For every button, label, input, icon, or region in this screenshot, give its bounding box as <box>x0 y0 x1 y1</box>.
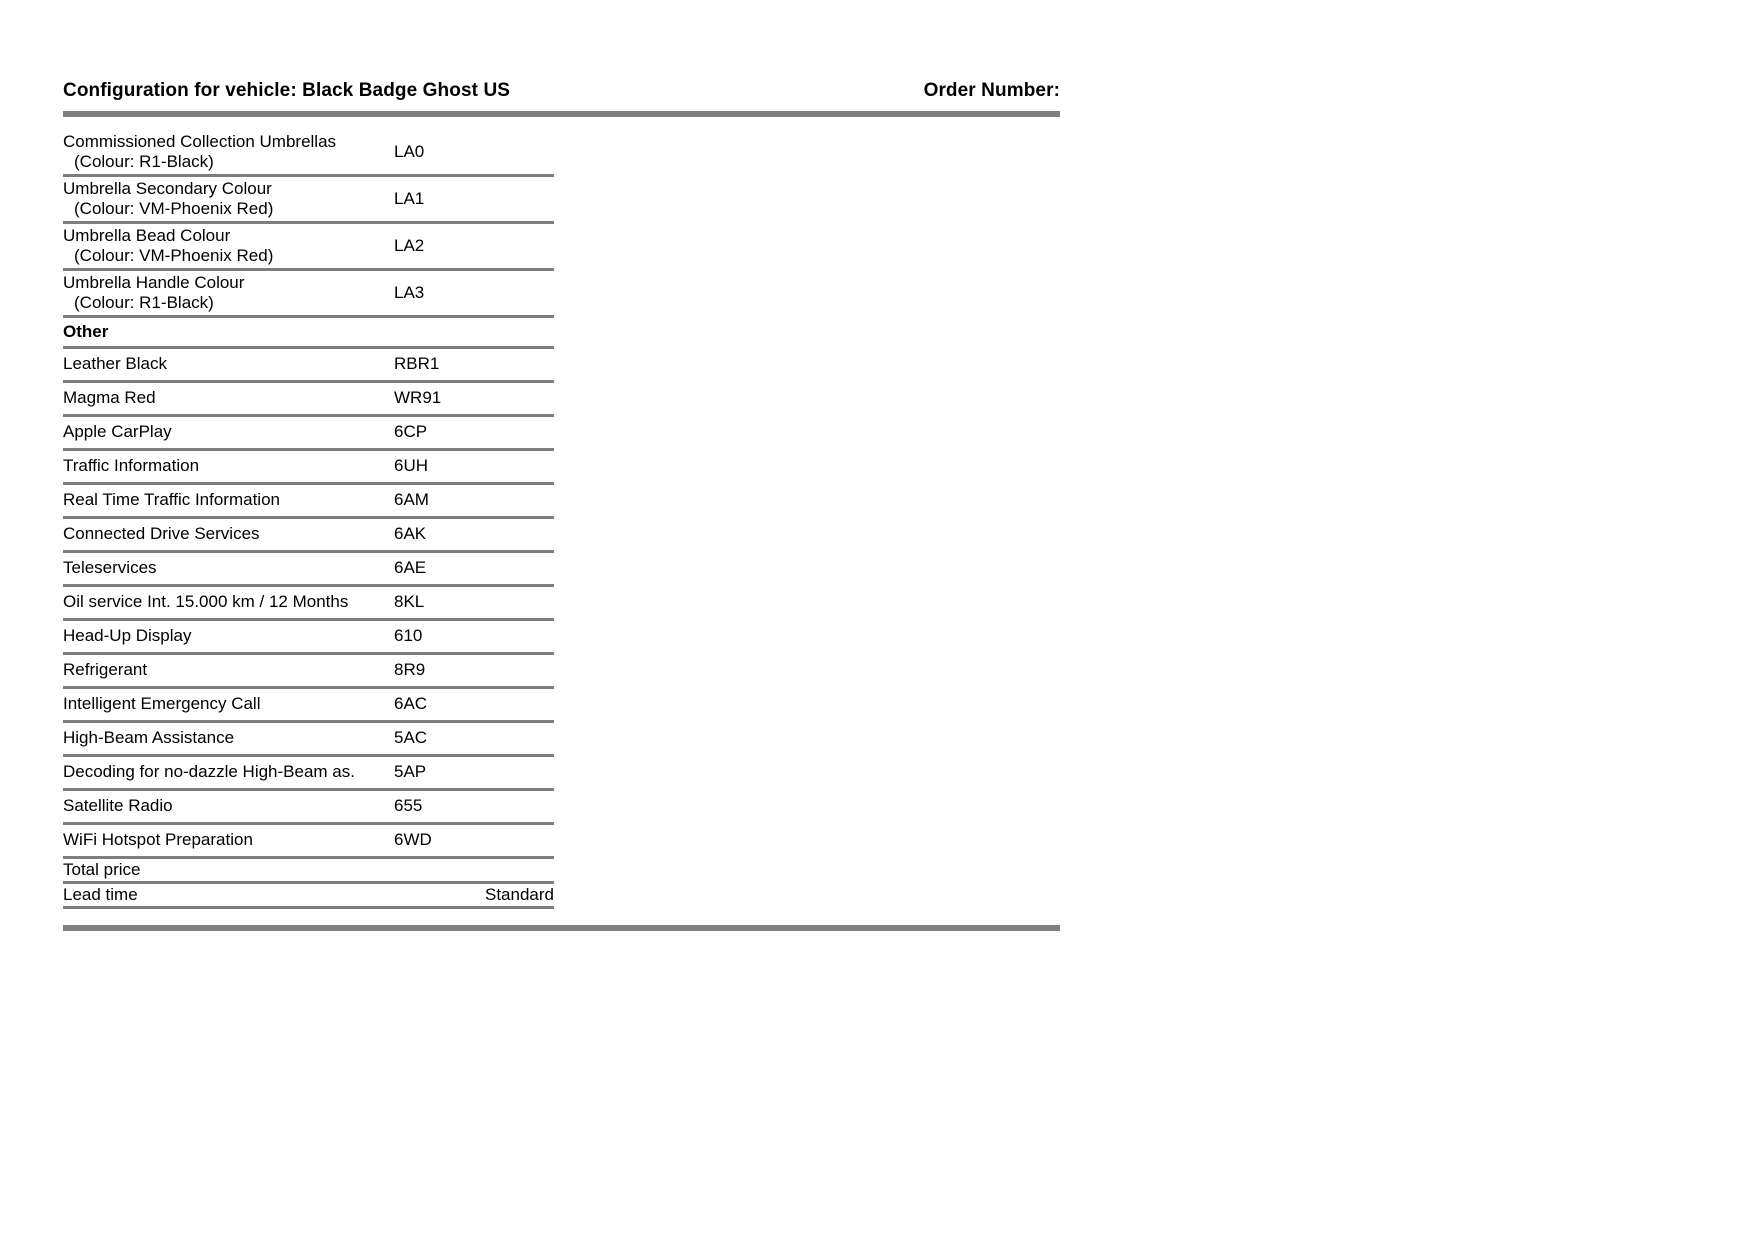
table-row <box>63 451 554 485</box>
table-row <box>63 553 554 587</box>
option-label: Leather Black <box>63 354 167 373</box>
option-code: 610 <box>394 626 423 645</box>
option-label: Head-Up Display <box>63 626 192 645</box>
order-number-label: Order Number: <box>923 80 1060 101</box>
option-label: Decoding for no-dazzle High-Beam as. <box>63 762 355 781</box>
table-row <box>63 383 554 417</box>
table-row <box>63 519 554 553</box>
option-label: Umbrella Secondary Colour <box>63 179 272 198</box>
table-row <box>63 655 554 689</box>
table-row <box>63 791 554 825</box>
option-code: 8R9 <box>394 660 426 679</box>
table-row <box>63 723 554 757</box>
option-code: LA1 <box>394 189 425 208</box>
page-title: Configuration for vehicle: Black Badge Ghost US <box>63 80 511 101</box>
option-label: Real Time Traffic Information <box>63 490 280 509</box>
option-label: Intelligent Emergency Call <box>63 694 261 713</box>
option-code: WR91 <box>394 388 442 407</box>
option-colour: (Colour: R1-Black) <box>74 293 214 312</box>
option-code: 6AM <box>394 490 429 509</box>
table-row <box>63 349 554 383</box>
option-code: LA0 <box>394 142 425 161</box>
document-header <box>63 80 1060 111</box>
option-label: Apple CarPlay <box>63 422 172 441</box>
table-row <box>63 177 554 224</box>
option-code: 6AC <box>394 694 428 713</box>
section-header-other <box>63 318 554 349</box>
table-row <box>63 757 554 791</box>
section-label: Other <box>63 322 109 341</box>
option-code: 6WD <box>394 830 432 849</box>
option-code: 6AK <box>394 524 427 543</box>
table-row <box>63 417 554 451</box>
table-row <box>63 224 554 271</box>
option-code: LA2 <box>394 236 425 255</box>
option-colour: (Colour: VM-Phoenix Red) <box>74 246 274 265</box>
table-row <box>63 130 554 177</box>
option-label: Satellite Radio <box>63 796 173 815</box>
total-price-row <box>63 859 554 884</box>
option-code: 6CP <box>394 422 428 441</box>
option-code: 5AC <box>394 728 428 747</box>
lead-time-label: Lead time <box>63 885 138 904</box>
table-row <box>63 689 554 723</box>
footer-rule <box>63 925 1060 931</box>
option-label: Traffic Information <box>63 456 200 475</box>
configuration-table <box>63 130 554 909</box>
option-code: 6UH <box>394 456 429 475</box>
header-rule <box>63 111 1060 117</box>
table-row <box>63 825 554 859</box>
lead-time-value: Standard <box>485 885 554 904</box>
option-label: Magma Red <box>63 388 156 407</box>
option-label: Teleservices <box>63 558 157 577</box>
document-content <box>63 80 1060 931</box>
option-code: RBR1 <box>394 354 440 373</box>
table-row <box>63 485 554 519</box>
option-colour: (Colour: R1-Black) <box>74 152 214 171</box>
option-label: Commissioned Collection Umbrellas <box>63 132 337 151</box>
option-code: LA3 <box>394 283 425 302</box>
table-row <box>63 271 554 318</box>
option-label: Oil service Int. 15.000 km / 12 Months <box>63 592 349 611</box>
total-price-label: Total price <box>63 860 141 879</box>
option-colour: (Colour: VM-Phoenix Red) <box>74 199 274 218</box>
table-row <box>63 587 554 621</box>
option-label: Umbrella Bead Colour <box>63 226 231 245</box>
table-row <box>63 621 554 655</box>
option-label: Refrigerant <box>63 660 148 679</box>
option-label: Connected Drive Services <box>63 524 260 543</box>
option-label: WiFi Hotspot Preparation <box>63 830 253 849</box>
option-code: 655 <box>394 796 423 815</box>
option-code: 5AP <box>394 762 427 781</box>
option-code: 6AE <box>394 558 427 577</box>
option-label: Umbrella Handle Colour <box>63 273 245 292</box>
option-code: 8KL <box>394 592 425 611</box>
lead-time-row <box>63 884 554 909</box>
option-label: High-Beam Assistance <box>63 728 235 747</box>
